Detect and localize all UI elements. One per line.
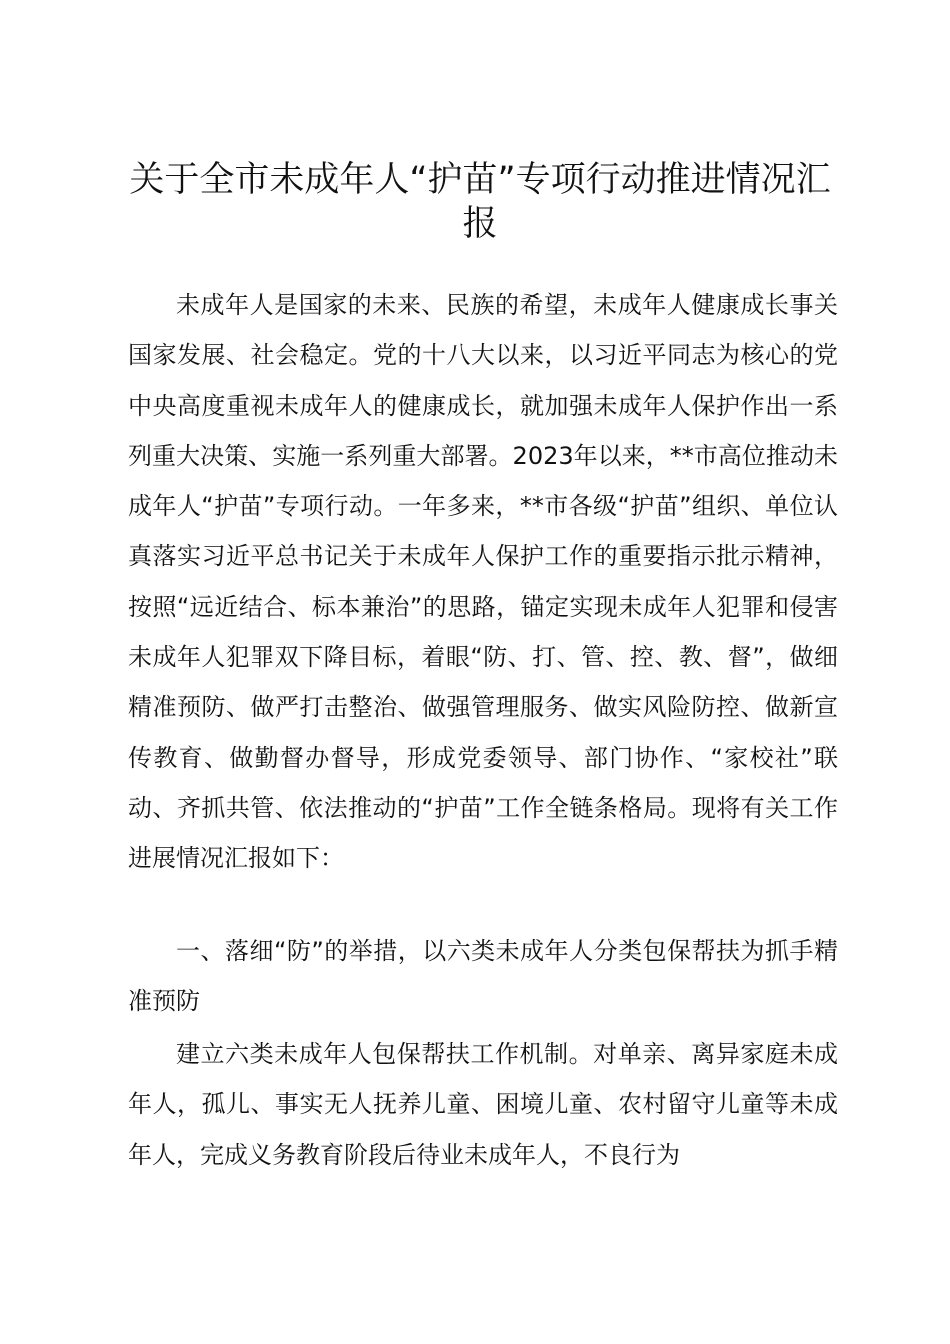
document-title: 关于全市未成年人“护苗”专项行动推进情况汇报 — [129, 160, 831, 244]
intro-paragraph: 未成年人是国家的未来、民族的希望，未成年人健康成长事关国家发展、社会稳定。党的十八大以来，以习近平同志为核心的党中央高度重视未成年人的健康成长，就加强未成年人保护作出一系列重大决策、实施一系列重大部署。2023年以来，**市高位推动未成年人“护苗”专项行动。一年多来，**市各级“护苗”组织、单位认真落实习近平总书记关于未成年人保护工作的重要指示批示精神，按照“远近结合、标本兼治”的思路，锚定实现未成年人犯罪和侵害未成年人犯罪双下降目标，着眼“防、打、管、控、教、督”，做细精准预防、做严打击整治、做强管理服务、做实风险防控、做新宣传教育、做勤督办督导，形成党委领导、部门协作、“家校社”联动、齐抓共管、依法推动的“护苗”工作全链条格局。现将有关工作进展情况汇报如下： — [128, 291, 838, 873]
section-heading: 一、落细“防”的举措，以六类未成年人分类包保帮扶为抓手精准预防 — [128, 937, 838, 1016]
section-paragraph: 建立六类未成年人包保帮扶工作机制。对单亲、离异家庭未成年人，孤儿、事实无人抚养儿童、困境儿童、农村留守儿童等未成年人，完成义务教育阶段后待业未成年人，不良行为 — [128, 1040, 838, 1169]
